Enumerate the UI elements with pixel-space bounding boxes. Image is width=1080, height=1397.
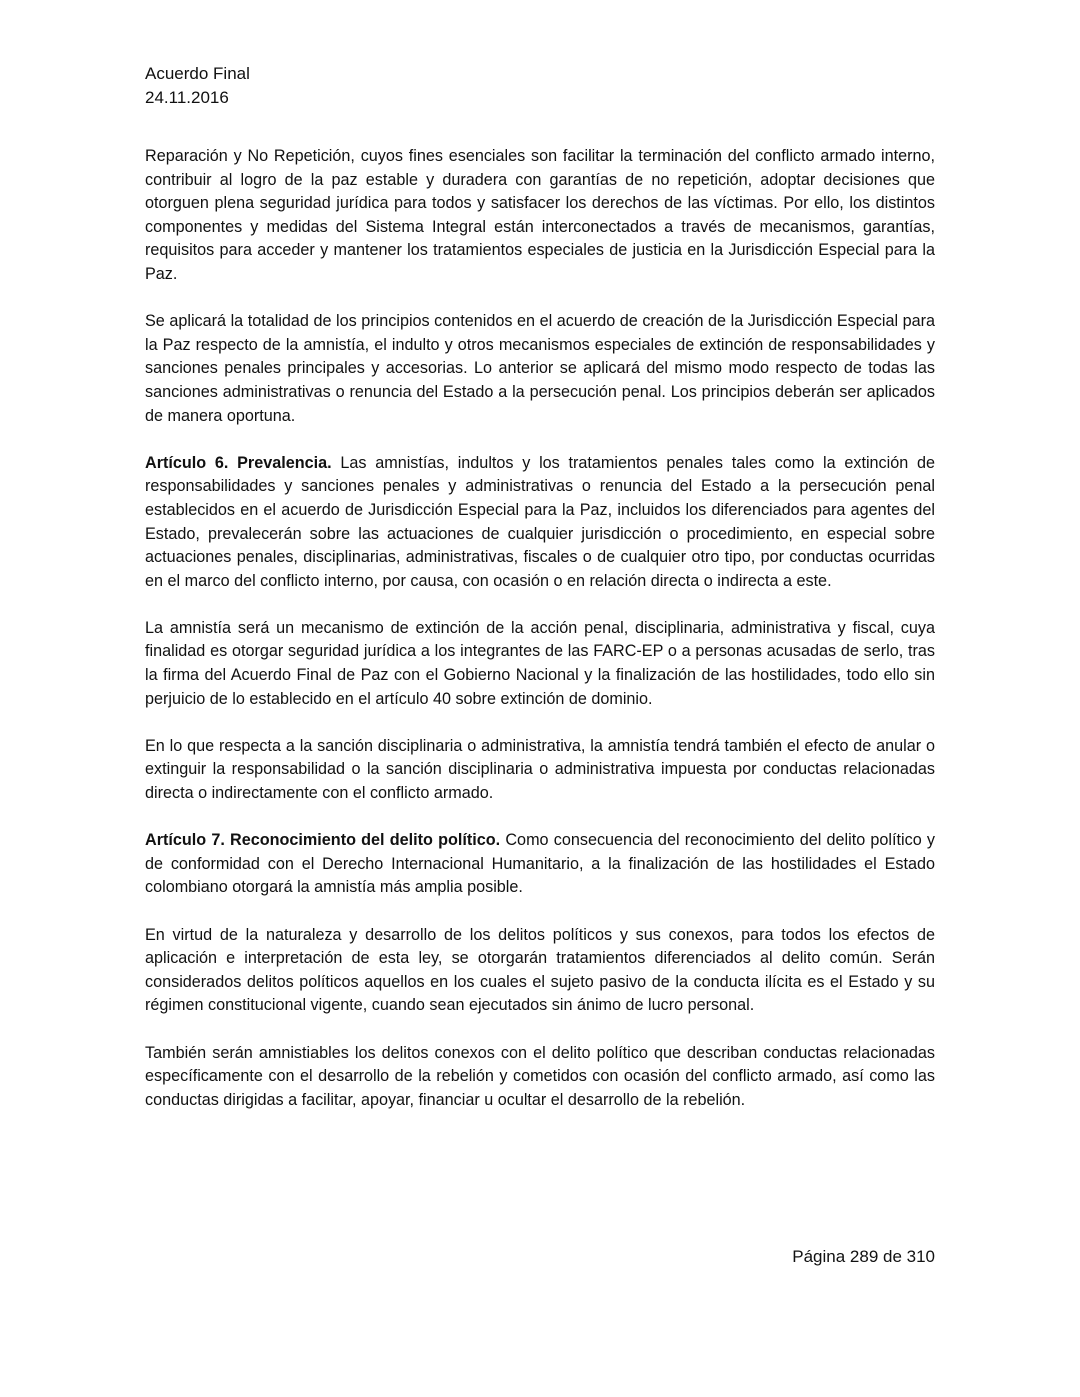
paragraph-text: Como consecuencia del reconocimiento del delito político y de conformidad con el Derecho Internacional Humanitario, a la finalización de las hostilidades el Estado colombiano otorgará la amnistía más amplia posible. [145,831,935,897]
paragraph [145,310,935,428]
document-body [145,145,935,1112]
paragraph-text: Se aplicará la totalidad de los principios contenidos en el acuerdo de creación de la Jurisdicción Especial para la Paz respecto de la amnistía, el indulto y otros mecanismos especiales de extinción de responsabilidades y sanciones penales principales y accesorias. Lo anterior se aplicará del mismo modo respecto de todas las sanciones administrativas o renuncia del Estado a la persecución penal. Los principios deberán ser aplicados de manera oportuna. [145,312,935,425]
paragraph [145,617,935,711]
paragraph-text: También serán amnistiables los delitos conexos con el delito político que describan conductas relacionadas específicamente con el desarrollo de la rebelión y cometidos con ocasión del conflicto armado, así como las conductas dirigidas a facilitar, apoyar, financiar u ocultar el desarrollo de la rebelión. [145,1043,935,1109]
document-title: Acuerdo Final [145,64,250,83]
paragraph [145,735,935,806]
paragraph-text: En virtud de la naturaleza y desarrollo de los delitos políticos y sus conexos, para todos los efectos de aplicación e interpretación de esta ley, se otorgarán tratamientos diferenciados al delito común. Serán considerados delitos políticos aquellos en los cuales el sujeto pasivo de la conducta ilícita es el Estado y su régimen constitucional vigente, cuando sean ejecutados sin ánimo de lucro personal. [145,925,935,1015]
paragraph-article-7 [145,829,935,900]
paragraph [145,145,935,287]
paragraph [145,1042,935,1113]
paragraph-text: Las amnistías, indultos y los tratamientos penales tales como la extinción de responsabilidades y sanciones penales y administrativas o renuncia del Estado a la persecución penal establecidos en el acuerdo de Jurisdicción Especial para la Paz, incluidos los diferenciados para agentes del Estado, prevalecerán sobre las actuaciones de cualquier jurisdicción o procedimiento, en especial sobre actuaciones penales, disciplinarias, administrativas, fiscales o de cualquier otro tipo, por conductas ocurridas en el marco del conflicto interno, por causa, con ocasión o en relación directa o indirecta a este. [145,453,935,590]
document-date: 24.11.2016 [145,88,229,107]
article-heading: Artículo 6. Prevalencia. [145,453,332,472]
paragraph-text: En lo que respecta a la sanción disciplinaria o administrativa, la amnistía tendrá también el efecto de anular o extinguir la responsabilidad o la sanción disciplinaria o administrativa impuesta por conductas relacionadas directa o indirectamente con el conflicto armado. [145,736,935,803]
article-heading: Artículo 7. Reconocimiento del delito político. [145,831,501,850]
paragraph-text: La amnistía será un mecanismo de extinción de la acción penal, disciplinaria, administrativa y fiscal, cuya finalidad es otorgar seguridad jurídica a los integrantes de las FARC-EP o a personas acusadas de serlo, tras la firma del Acuerdo Final de Paz con el Gobierno Nacional y la finalización de las hostilidades, todo ello sin perjuicio de lo establecido en el artículo 40 sobre extinción de dominio. [145,618,935,708]
paragraph [145,924,935,1018]
paragraph-article-6 [145,452,935,594]
page-number: Página 289 de 310 [792,1247,935,1266]
paragraph-text: Reparación y No Repetición, cuyos fines esenciales son facilitar la terminación del conflicto armado interno, contribuir al logro de la paz estable y duradera con garantías de no repetición, adoptar decisiones que otorguen plena seguridad jurídica para todos y satisfacer los derechos de las víctimas. Por ello, los distintos componentes y medidas del Sistema Integral están interconectados a través de mecanismos, garantías, requisitos para acceder y mantener los tratamientos especiales de justicia en la Jurisdicción Especial para la Paz. [145,147,935,283]
document-header [145,62,250,110]
